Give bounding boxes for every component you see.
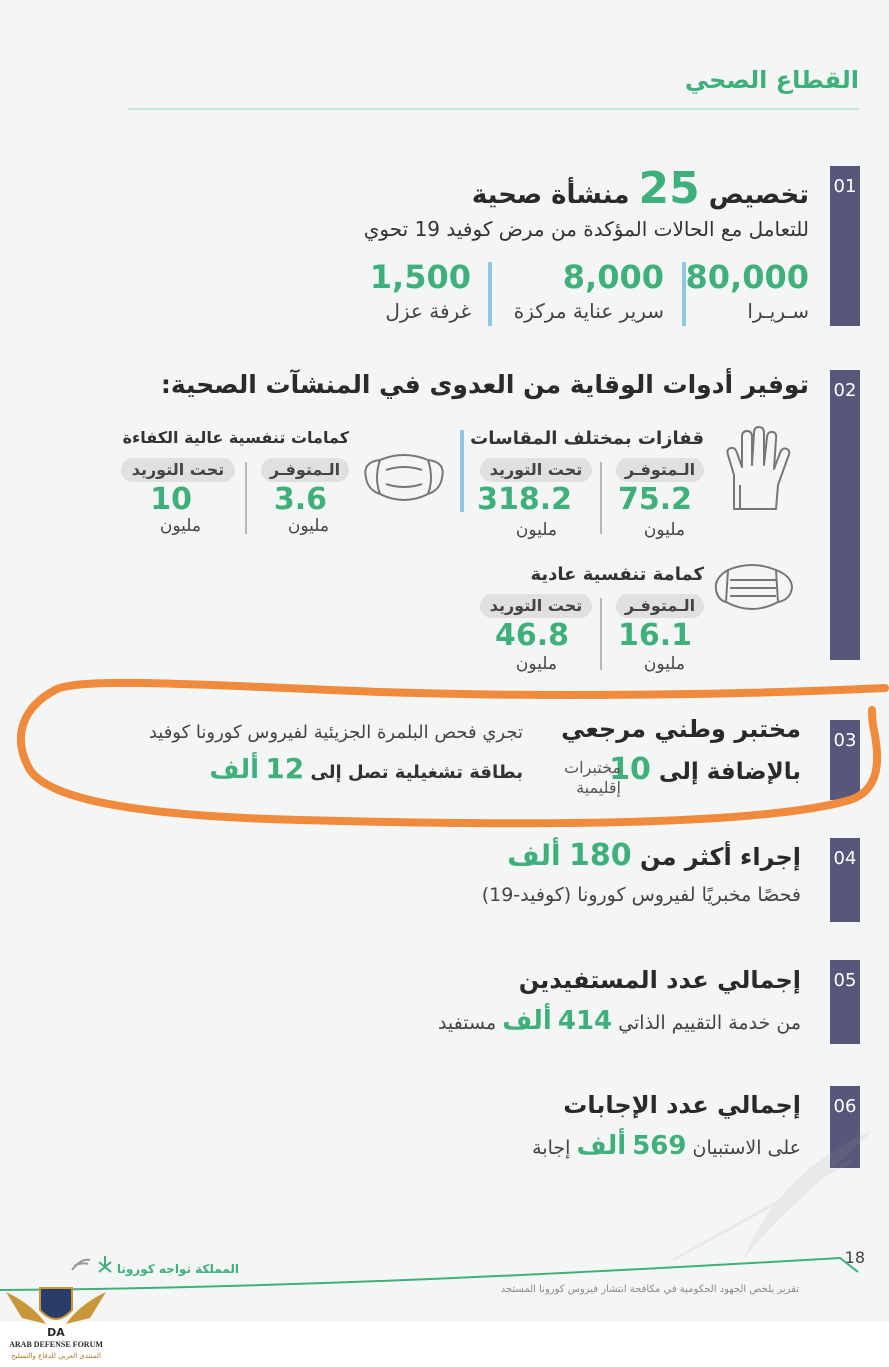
s1-stat-isolation-value: 1,500 <box>369 258 471 296</box>
mask-supply-value: 46.8 <box>494 618 569 653</box>
s2-title: توفير أدوات الوقاية من العدوى في المنشآت الصحية: <box>160 370 809 399</box>
mask-title: كمامة تنفسية عادية <box>530 564 704 585</box>
forum-logo-text-ar: المنتدى العربي للدفاع والتسليح <box>11 1352 101 1360</box>
s1-stat-beds-value: 80,000 <box>685 258 809 296</box>
gloves-supply-unit: مليون <box>515 520 557 540</box>
forum-logo-text-en: ARAB DEFENSE FORUM <box>9 1340 103 1349</box>
s1-stat-isolation-label: غرفة عزل <box>385 299 471 323</box>
footer-page-number: 18 <box>844 1248 865 1267</box>
gloves-supply-value: 318.2 <box>477 482 572 517</box>
s1-stat-beds-label: سـريـرا <box>747 299 809 323</box>
s3-desc2: بطاقة تشغيلية تصل إلى 12 ألف <box>209 752 523 785</box>
footer-brand: المملكة تواجه كورونا <box>116 1262 239 1276</box>
n95-title: كمامات تنفسية عالية الكفاءة <box>122 428 349 447</box>
section-number-06: 06 <box>833 1096 857 1117</box>
n95-supply-pill: تحت التوريد <box>121 458 235 482</box>
s6-title: إجمالي عدد الإجابات <box>563 1091 801 1119</box>
s3-labs-label: مختبرات إقليمية <box>564 758 621 797</box>
gloves-title: قفازات بمختلف المقاسات <box>470 428 704 449</box>
gloves-available-unit: مليون <box>643 520 685 540</box>
mask-available-unit: مليون <box>643 654 685 674</box>
page-title: القطاع الصحي <box>684 66 859 94</box>
mask-available-pill: الـمتوفـر <box>616 594 704 618</box>
section-number-04: 04 <box>833 848 857 869</box>
forum-logo-mark: DA <box>47 1326 65 1339</box>
section-number-02: 02 <box>833 380 857 401</box>
gloves-available-pill: الـمتوفـر <box>616 458 704 482</box>
s3-desc: تجري فحص البلمرة الجزيئية لفيروس كورونا كوفيد <box>148 722 523 743</box>
campaign-logo-icon <box>70 1256 92 1274</box>
s1-stat-icu-value: 8,000 <box>562 258 664 296</box>
section-number-05: 05 <box>833 970 857 991</box>
mask-supply-unit: مليون <box>515 654 557 674</box>
gloves-available-value: 75.2 <box>617 482 692 517</box>
section-number-01: 01 <box>833 176 857 197</box>
n95-available-unit: مليون <box>287 516 329 536</box>
s4-title: إجراء أكثر من 180 ألف <box>507 838 801 873</box>
s1-subtitle: للتعامل مع الحالات المؤكدة من مرض كوفيد 19 تحوي <box>363 217 809 241</box>
n95-available-pill: الـمتوفـر <box>261 458 349 482</box>
s3-line2: بالإضافة إلى 10 <box>609 752 801 787</box>
n95-supply-unit: مليون <box>159 516 201 536</box>
bottom-strip <box>0 1322 889 1367</box>
forum-logo <box>2 1284 110 1366</box>
n95-supply-value: 10 <box>150 482 192 517</box>
s3-title: مختبر وطني مرجعي <box>561 715 801 743</box>
s5-title: إجمالي عدد المستفيدين <box>518 966 801 994</box>
footer-caption: تقرير يلخص الجهود الحكومية في مكافحة انتشار فيروس كورونا المستجد <box>500 1284 799 1295</box>
saudi-emblem-icon <box>94 1254 116 1276</box>
s1-stat-icu-label: سرير عناية مركزة <box>513 299 664 323</box>
gloves-supply-pill: تحت التوريد <box>480 458 592 482</box>
mask-available-value: 16.1 <box>617 618 692 653</box>
mask-supply-pill: تحت التوريد <box>480 594 592 618</box>
s5-subtitle: من خدمة التقييم الذاتي 414 ألف مستفيد <box>437 1006 801 1036</box>
s1-title: تخصيص 25 منشأة صحية <box>471 163 809 214</box>
n95-available-value: 3.6 <box>273 482 327 517</box>
section-number-03: 03 <box>833 730 857 751</box>
s6-subtitle: على الاستبيان 569 ألف إجابة <box>532 1131 801 1161</box>
s4-subtitle: فحصًا مخبريًا لفيروس كورونا (كوفيد-19) <box>481 884 801 906</box>
